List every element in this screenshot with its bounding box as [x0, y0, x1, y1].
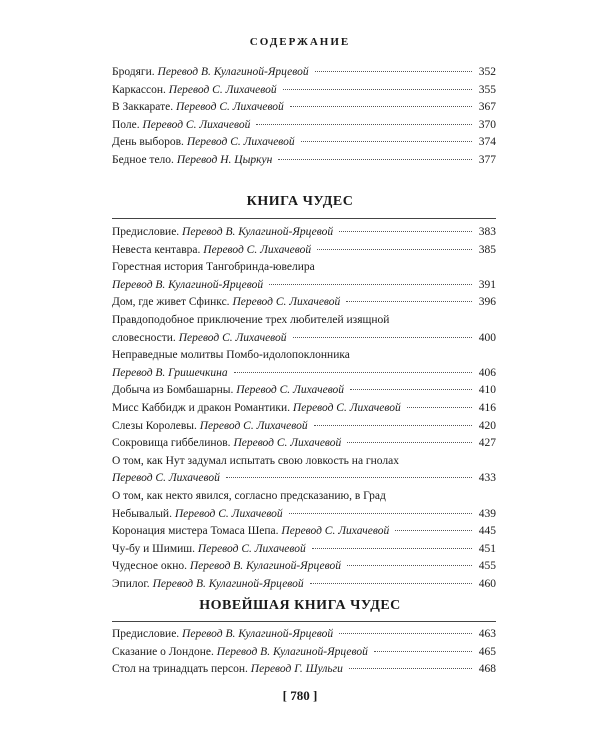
- dot-leader: [346, 301, 472, 302]
- toc-entry: [112, 134, 496, 152]
- toc-entry-title-line: Неправедные молитвы Помбо-идолопоклонника: [112, 349, 350, 362]
- toc-entry-title: Сокровища гиббелинов.: [112, 437, 231, 450]
- toc-entry-translator: Перевод С. Лихачевой: [281, 525, 390, 538]
- toc-entry: [112, 82, 496, 100]
- toc-section-2: [112, 224, 496, 593]
- section-title-kniga-chudes: КНИГА ЧУДЕС: [246, 194, 354, 209]
- toc-entry-translator: Перевод С. Лихачевой: [175, 101, 284, 114]
- toc-entry-title: Бродяги.: [112, 66, 155, 78]
- dot-leader: [407, 407, 472, 408]
- dot-leader: [290, 106, 472, 107]
- toc-entry-row: [112, 661, 496, 679]
- toc-entry: [112, 152, 496, 170]
- toc-entry-page-number: 463: [478, 628, 496, 640]
- toc-entry-label: [112, 558, 341, 576]
- toc-entry-title: Небывалый.: [112, 507, 172, 520]
- dot-leader: [226, 477, 472, 478]
- toc-entry-row: [112, 152, 496, 170]
- toc-entry-translator: Перевод Н. Цыркун: [176, 153, 273, 166]
- dot-leader: [395, 530, 472, 531]
- toc-entry-label: [112, 626, 333, 644]
- toc-entry-translator: Перевод В. Гришечкина: [112, 366, 228, 379]
- toc-entry-translator: Перевод С. Лихачевой: [292, 401, 401, 414]
- toc-entry-page-number: 433: [478, 472, 496, 485]
- toc-entry-translator: Перевод В. Кулагиной-Ярцевой: [182, 628, 334, 640]
- toc-entry-label: [112, 400, 401, 418]
- toc-entry-row: [112, 418, 496, 436]
- toc-entry-title-line: Горестная история Тангобринда-ювелира: [112, 261, 315, 274]
- toc-entry-page-number: 451: [478, 542, 496, 555]
- toc-entry-row: [112, 64, 496, 82]
- toc-entry-row: [112, 242, 496, 260]
- toc-entry-row: [112, 523, 496, 541]
- toc-entry-translator: Перевод В. Кулагиной-Ярцевой: [112, 278, 264, 291]
- dot-leader: [339, 633, 472, 634]
- toc-entry-label: [112, 330, 287, 348]
- toc-entry-title: словесности.: [112, 331, 176, 344]
- toc-entry-label: [112, 576, 304, 594]
- dot-leader: [315, 71, 472, 72]
- dot-leader: [312, 548, 472, 549]
- toc-entry-page-number: 355: [478, 83, 496, 96]
- toc-entry-page-number: 377: [478, 153, 496, 166]
- toc-entry-title: Добыча из Бомбашарны.: [112, 384, 234, 397]
- toc-entry-title: В Заккарате.: [112, 101, 174, 114]
- toc-entry-label: [112, 152, 272, 170]
- toc-entry-title-line: Правдоподобное приключение трех любителей изящной: [112, 313, 390, 326]
- toc-section-3: [112, 626, 496, 679]
- toc-entry-row: [112, 506, 496, 524]
- toc-entry-page-number: 445: [478, 525, 496, 538]
- toc-entry-label: [112, 382, 344, 400]
- toc-entry-label: [112, 82, 277, 100]
- toc-entry: [112, 488, 496, 523]
- toc-entry-row: [112, 400, 496, 418]
- toc-entry-translator: Перевод С. Лихачевой: [233, 437, 342, 450]
- toc-entry-title: Дом, где живет Сфинкс.: [112, 296, 230, 309]
- toc-entry-label: [112, 294, 340, 312]
- dot-leader: [347, 565, 472, 566]
- toc-entry-title: Каркассон.: [112, 83, 166, 96]
- toc-entry-title: Слезы Королевы.: [112, 419, 197, 432]
- toc-entry-label: [112, 541, 306, 559]
- toc-entry-page-number: 468: [478, 663, 496, 676]
- toc-entry-page-number: 385: [478, 243, 496, 256]
- toc-entry-label: [112, 224, 333, 242]
- toc-entry-label: [112, 242, 311, 260]
- toc-entry-title: Эпилог.: [112, 577, 150, 590]
- toc-entry: [112, 294, 496, 312]
- toc-entry: [112, 576, 496, 594]
- toc-entry-translator: Перевод В. Кулагиной-Ярцевой: [157, 66, 309, 78]
- toc-entry-translator: Перевод В. Кулагиной-Ярцевой: [216, 645, 368, 658]
- toc-entry-row: [112, 82, 496, 100]
- toc-entry: [112, 661, 496, 679]
- section-divider: [112, 218, 496, 219]
- toc-entry-translator: Перевод С. Лихачевой: [142, 118, 251, 131]
- toc-entry-row: [112, 382, 496, 400]
- toc-entry-title: Чудесное окно.: [112, 560, 187, 573]
- dot-leader: [256, 124, 472, 125]
- toc-entry-translator: Перевод В. Кулагиной-Ярцевой: [182, 226, 334, 238]
- toc-entry-title: Бедное тело.: [112, 153, 174, 166]
- toc-entry-row: [112, 277, 496, 295]
- toc-entry-row: [112, 99, 496, 117]
- toc-entry-page-number: 400: [478, 331, 496, 344]
- toc-entry: [112, 541, 496, 559]
- toc-entry-row: [112, 626, 496, 644]
- toc-entry-title: Предисловие.: [112, 628, 180, 640]
- toc-entry-page-number: 396: [478, 296, 496, 309]
- dot-leader: [283, 89, 472, 90]
- toc-entry-title: Чу-бу и Шимиш.: [112, 542, 196, 555]
- toc-entry-label: [112, 644, 368, 662]
- toc-entry-title: Невеста кентавра.: [112, 243, 201, 256]
- toc-entry: [112, 523, 496, 541]
- toc-entry-translator: Перевод С. Лихачевой: [186, 136, 295, 149]
- toc-entry-row: [112, 435, 496, 453]
- toc-entry-title: Сказание о Лондоне.: [112, 645, 214, 658]
- dot-leader: [350, 389, 472, 390]
- toc-entry: [112, 224, 496, 242]
- toc-entry: [112, 117, 496, 135]
- toc-entry-translator: Перевод С. Лихачевой: [199, 419, 308, 432]
- toc-entry: [112, 435, 496, 453]
- toc-entry-label: [112, 470, 220, 488]
- toc-entry-page-number: 374: [478, 136, 496, 149]
- toc-entry-label: [112, 418, 308, 436]
- dot-leader: [234, 372, 472, 373]
- dot-leader: [289, 513, 472, 514]
- toc-entry-label: [112, 523, 389, 541]
- toc-entry-translator: Перевод С. Лихачевой: [236, 384, 345, 397]
- toc-entry-translator: Перевод С. Лихачевой: [203, 243, 312, 256]
- toc-entry-translator: Перевод С. Лихачевой: [178, 331, 287, 344]
- toc-entry-title-line: О том, как Нут задумал испытать свою ловкость на гнолах: [112, 454, 399, 467]
- toc-entry-label: [112, 99, 284, 117]
- toc-entry-page-number: 383: [478, 226, 496, 238]
- toc-entry-label: [112, 134, 295, 152]
- toc-entry-label: [112, 506, 283, 524]
- toc-entry-page-number: 370: [478, 118, 496, 131]
- dot-leader: [310, 583, 472, 584]
- toc-entry-translator: Перевод С. Лихачевой: [112, 472, 220, 485]
- toc-entry-page-number: 465: [478, 645, 496, 658]
- toc-entry-page-number: 460: [478, 577, 496, 590]
- toc-entry-label: [112, 277, 263, 295]
- dot-leader: [278, 159, 472, 160]
- toc-entry-translator: Перевод В. Кулагиной-Ярцевой: [152, 577, 304, 590]
- toc-section-1: [112, 64, 496, 170]
- toc-entry-row: [112, 294, 496, 312]
- toc-entry-title-line: О том, как некто явился, согласно предсказанию, в Град: [112, 489, 386, 502]
- toc-entry-label: [112, 117, 250, 135]
- toc-entry-title: Коронация мистера Томаса Шепа.: [112, 525, 279, 538]
- toc-entry-row: [112, 330, 496, 348]
- section-divider: [112, 621, 496, 622]
- toc-entry-title: Предисловие.: [112, 226, 180, 238]
- toc-entry-row: [112, 644, 496, 662]
- toc-entry: [112, 382, 496, 400]
- toc-entry-translator: Перевод С. Лихачевой: [232, 296, 341, 309]
- toc-entry-translator: Перевод С. Лихачевой: [174, 507, 283, 520]
- toc-entry-page-number: 391: [478, 278, 496, 291]
- dot-leader: [314, 425, 472, 426]
- toc-entry: [112, 626, 496, 644]
- toc-entry-page-number: 455: [478, 560, 496, 573]
- toc-entry-row: [112, 470, 496, 488]
- toc-entry-title: День выборов.: [112, 136, 184, 149]
- dot-leader: [347, 442, 472, 443]
- dot-leader: [374, 651, 472, 652]
- toc-entry-row: [112, 134, 496, 152]
- toc-entry-translator: Перевод В. Кулагиной-Ярцевой: [189, 560, 341, 573]
- running-head: СОДЕРЖАНИЕ: [249, 36, 351, 48]
- toc-entry: [112, 558, 496, 576]
- toc-entry-page-number: 439: [478, 507, 496, 520]
- toc-entry: [112, 64, 496, 82]
- toc-entry-row: [112, 558, 496, 576]
- toc-entry-label: [112, 435, 341, 453]
- toc-entry-title: Мисс Каббидж и дракон Романтики.: [112, 401, 291, 414]
- section-title-noveishaya-kniga-chudes: НОВЕЙШАЯ КНИГА ЧУДЕС: [199, 598, 401, 613]
- toc-entry: [112, 242, 496, 260]
- dot-leader: [301, 141, 472, 142]
- toc-entry: [112, 347, 496, 382]
- toc-entry-page-number: 367: [478, 101, 496, 114]
- toc-entry-translator: Перевод С. Лихачевой: [168, 83, 277, 96]
- toc-entry: [112, 644, 496, 662]
- toc-entry-title: Стол на тринадцать персон.: [112, 663, 248, 676]
- toc-entry-label: [112, 365, 228, 383]
- dot-leader: [317, 249, 472, 250]
- toc-entry-page-number: 406: [478, 366, 496, 379]
- toc-entry-page-number: 420: [478, 419, 496, 432]
- toc-entry-page-number: 410: [478, 384, 496, 397]
- dot-leader: [339, 231, 472, 232]
- toc-entry-row: [112, 541, 496, 559]
- toc-entry: [112, 418, 496, 436]
- toc-entry-page-number: 427: [478, 437, 496, 450]
- toc-entry: [112, 453, 496, 488]
- toc-entry-label: [112, 661, 343, 679]
- dot-leader: [269, 284, 472, 285]
- toc-entry: [112, 99, 496, 117]
- toc-entry: [112, 312, 496, 347]
- page-number: [ 780 ]: [282, 688, 318, 703]
- dot-leader: [349, 668, 472, 669]
- toc-entry-title: Поле.: [112, 118, 140, 131]
- toc-entry-page-number: 352: [478, 66, 496, 78]
- toc-entry: [112, 259, 496, 294]
- toc-entry-translator: Перевод Г. Шульги: [250, 663, 343, 676]
- toc-entry-row: [112, 117, 496, 135]
- toc-entry-label: [112, 64, 309, 82]
- toc-entry-row: [112, 224, 496, 242]
- toc-entry: [112, 400, 496, 418]
- toc-entry-translator: Перевод С. Лихачевой: [197, 542, 306, 555]
- toc-entry-page-number: 416: [478, 401, 496, 414]
- toc-entry-row: [112, 365, 496, 383]
- toc-entry-row: [112, 576, 496, 594]
- dot-leader: [293, 337, 472, 338]
